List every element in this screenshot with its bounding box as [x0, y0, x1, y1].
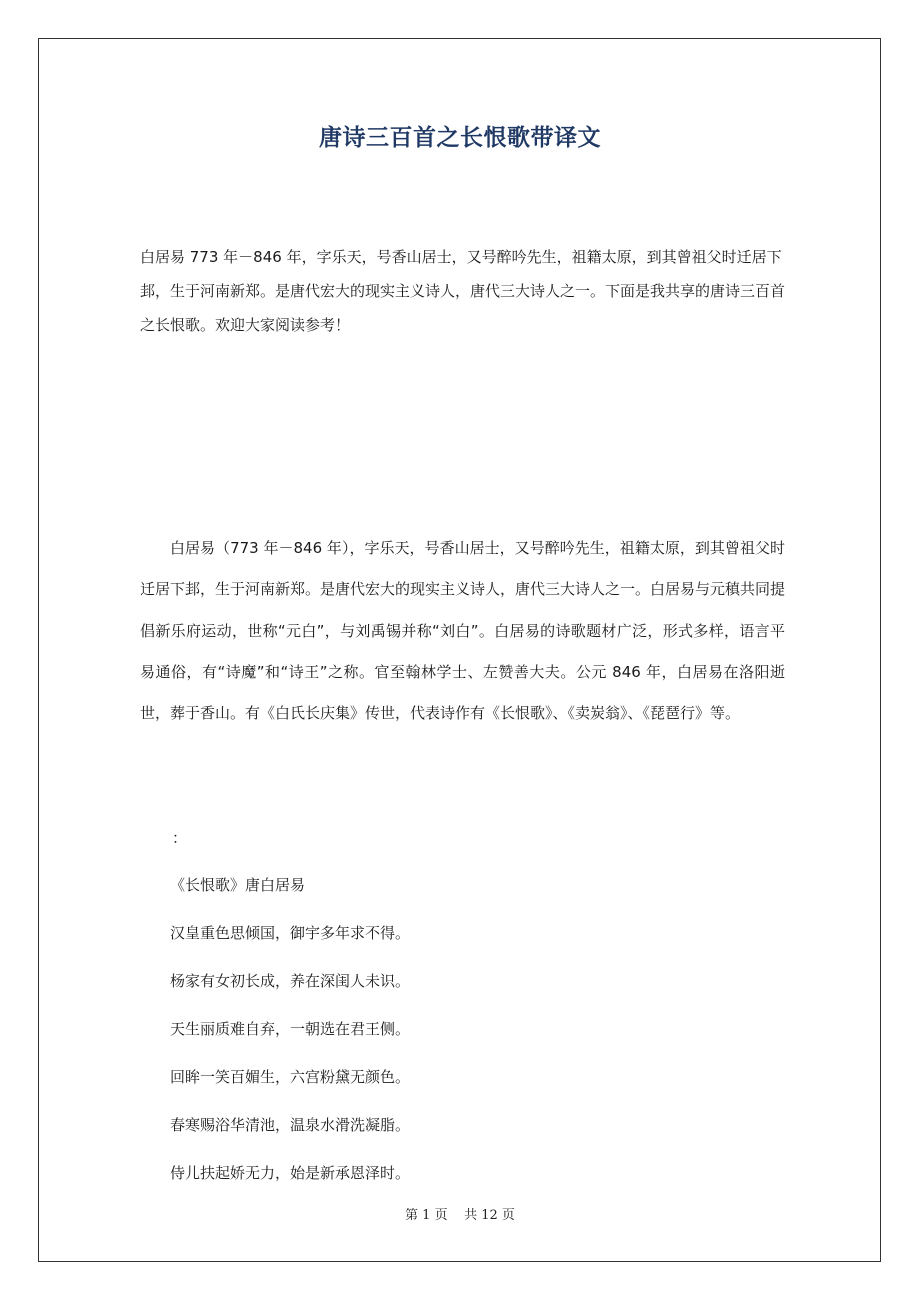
biography-paragraph: 白居易（773 年－846 年），字乐天，号香山居士，又号醉吟先生，祖籍太原，到其曾祖父时迁居下邽，生于河南新郑。是唐代宏大的现实主义诗人，唐代三大诗人之一。白居易与元稹共同提倡新乐府运动，世称“元白”，与刘禹锡并称“刘白”。白居易的诗歌题材广泛，形式多样，语言平易通俗，有“诗魔”和“诗王”之称。官至翰林学士、左赞善大夫。公元 846 年，白居易在洛阳逝世，葬于香山。有《白氏长庆集》传世，代表诗作有《长恨歌》、《卖炭翁》、《琵琶行》等。	[140, 539, 786, 723]
poem-line: 汉皇重色思倾国，御宇多年求不得。	[170, 924, 411, 942]
document-title: 唐诗三百首之长恨歌带译文	[319, 125, 601, 151]
poem-line: 春寒赐浴华清池，温泉水滑洗凝脂。	[170, 1116, 411, 1134]
intro-paragraph: 白居易 773 年－846 年，字乐天，号香山居士，又号醉吟先生，祖籍太原，到其曾祖父时迁居下邽，生于河南新郑。是唐代宏大的现实主义诗人，唐代三大诗人之一。下面是我共享的唐诗三百首之长恨歌。欢迎大家阅读参考！	[140, 248, 786, 334]
poem-line: 天生丽质难自弃，一朝选在君王侧。	[170, 1020, 411, 1038]
colon-separator: ：	[172, 829, 188, 847]
poem-line: 回眸一笑百媚生，六宫粉黛无颜色。	[170, 1068, 411, 1086]
page-total: 共 12 页	[464, 1208, 515, 1223]
poem-line: 杨家有女初长成，养在深闺人未识。	[170, 972, 411, 990]
poem-line: 侍儿扶起娇无力，始是新承恩泽时。	[170, 1164, 411, 1182]
poem-heading: 《长恨歌》唐白居易	[170, 876, 306, 894]
page-number: 第 1 页	[405, 1208, 448, 1223]
page-footer	[0, 1206, 920, 1226]
